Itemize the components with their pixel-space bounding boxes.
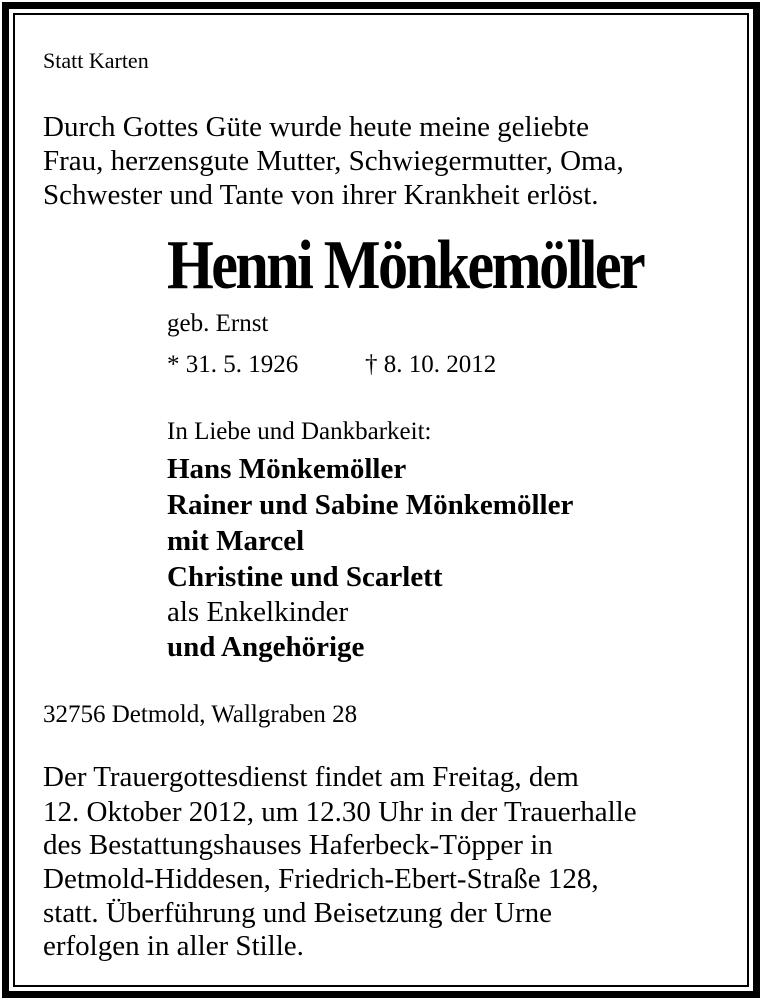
- announcement-line: Schwester und Tante von ihrer Krankheit erlöst.: [43, 179, 599, 211]
- mourner-line: Christine und Scarlett: [167, 561, 443, 593]
- service-line: 12. Oktober 2012, um 12.30 Uhr in der Trauerhalle: [43, 796, 637, 828]
- announcement-line: Frau, herzensgute Mutter, Schwiegermutter, Oma,: [43, 145, 624, 177]
- intro-text: Statt Karten: [43, 48, 149, 73]
- address: 32756 Detmold, Wallgraben 28: [43, 701, 358, 728]
- death-date: † 8. 10. 2012: [365, 351, 497, 378]
- mourner-line: mit Marcel: [167, 525, 305, 557]
- mourner-line: Hans Mönkemöller: [167, 453, 407, 485]
- announcement-line: Durch Gottes Güte wurde heute meine geliebte: [43, 111, 589, 143]
- mourner-line: als Enkelkinder: [167, 596, 349, 628]
- service-line: erfolgen in aller Stille.: [43, 930, 304, 962]
- service-line: statt. Überführung und Beisetzung der Urne: [43, 897, 552, 929]
- maiden-name: geb. Ernst: [167, 310, 269, 337]
- service-line: des Bestattungshauses Haferbeck-Töpper in: [43, 829, 553, 861]
- deceased-name: Henni Mönkemöller: [167, 227, 644, 304]
- service-line: Der Trauergottesdienst findet am Freitag, dem: [43, 761, 579, 793]
- signoff: In Liebe und Dankbarkeit:: [167, 418, 432, 445]
- birth-date: * 31. 5. 1926: [167, 351, 299, 378]
- service-line: Detmold-Hiddesen, Friedrich-Ebert-Straße 128,: [43, 863, 599, 895]
- mourner-line: Rainer und Sabine Mönkemöller: [167, 489, 574, 521]
- mourner-line: und Angehörige: [167, 631, 365, 663]
